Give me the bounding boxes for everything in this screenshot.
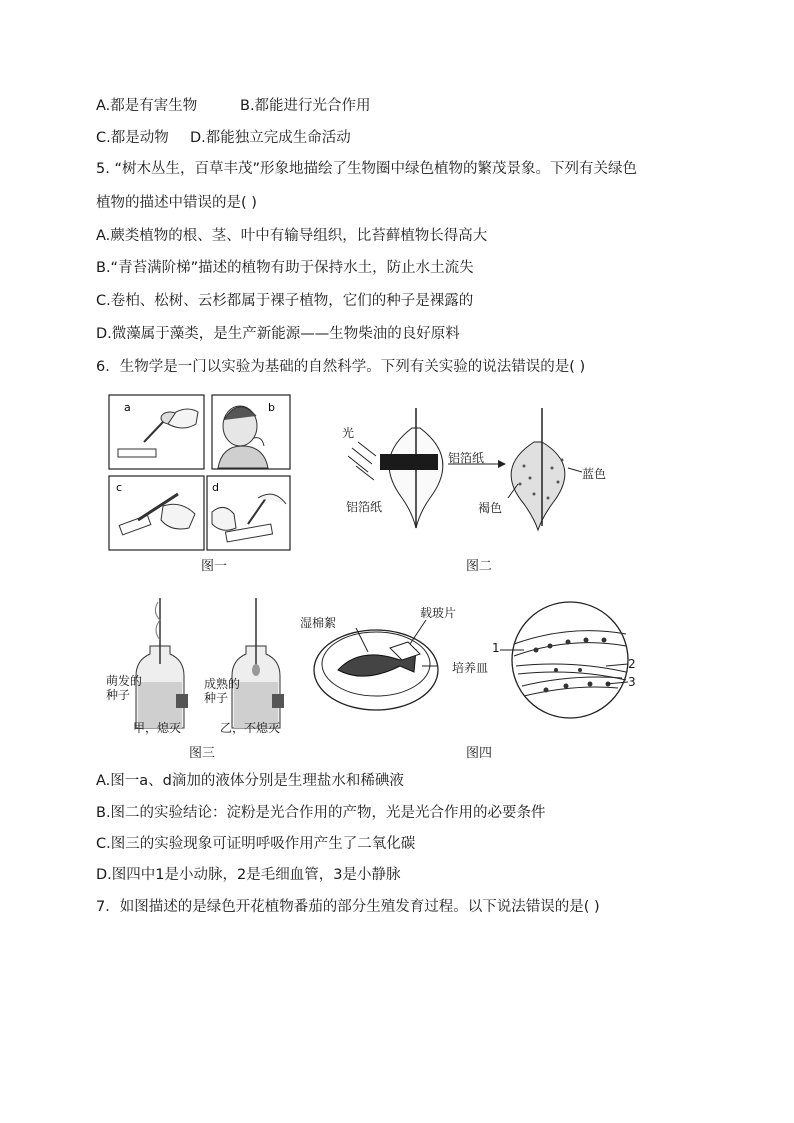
fig4-petri-dish xyxy=(314,630,438,710)
fig1-label-c: c xyxy=(116,481,123,494)
fig1-panel-b xyxy=(212,395,290,469)
fig2-light-label: 光 xyxy=(342,426,355,440)
q4-option-c: C.都是动物 xyxy=(96,130,169,146)
q6-option-b: B.图二的实验结论：淀粉是光合作用的产物，光是光合作用的必要条件 xyxy=(96,805,546,821)
figure-3 xyxy=(120,598,300,738)
fig1-label-b: b xyxy=(268,401,275,414)
fig4-number-3: 3 xyxy=(628,675,636,689)
fig1-label-d: d xyxy=(212,481,219,494)
q5-stem-line1: 5. “树木丛生，百草丰茂”形象地描绘了生物圈中绿色植物的繁茂景象。下列有关绿色 xyxy=(96,161,637,177)
q5-option-b: B.“青苔满阶梯”描述的植物有助于保持水土，防止水土流失 xyxy=(96,260,474,276)
fig3-caption: 图三 xyxy=(189,746,216,761)
fig2-caption: 图二 xyxy=(466,559,493,574)
q4-option-a: A.都是有害生物 xyxy=(96,98,198,114)
fig4-caption: 图四 xyxy=(466,746,493,761)
fig2-leaf-right xyxy=(511,442,565,530)
fig2-brown-label: 褐色 xyxy=(478,501,503,515)
fig1-panel-d xyxy=(207,476,290,550)
fig4-vessel-circle xyxy=(500,602,628,718)
figure-1 xyxy=(108,394,293,552)
fig1-panel-c xyxy=(109,476,204,550)
fig4-cotton-label: 湿棉絮 xyxy=(300,616,337,630)
fig3-bottle-2 xyxy=(232,598,284,728)
q4-option-d: D.都能独立完成生命活动 xyxy=(190,130,351,146)
q6-stem: 6．生物学是一门以实验为基础的自然科学。下列有关实验的说法错误的是( ) xyxy=(96,359,586,375)
fig1-caption: 图一 xyxy=(201,559,228,574)
q4-option-b: B.都能进行光合作用 xyxy=(240,98,371,114)
fig4-number-1: 1 xyxy=(492,641,500,655)
fig3-result1-label: 甲，熄灭 xyxy=(133,721,182,735)
q6-option-c: C.图三的实验现象可证明呼吸作用产生了二氧化碳 xyxy=(96,836,416,852)
fig1-panel-a xyxy=(109,395,204,469)
q6-option-d: D.图四中1是小动脉，2是毛细血管，3是小静脉 xyxy=(96,867,401,883)
q5-option-c: C.卷柏、松树、云杉都属于裸子植物，它们的种子是裸露的 xyxy=(96,293,474,309)
fig2-blue-label: 蓝色 xyxy=(582,467,607,481)
fig2-foil-strip xyxy=(380,454,438,470)
q5-option-d: D.微藻属于藻类，是生产新能源——生物柴油的良好原料 xyxy=(96,326,460,342)
fig3-seed1-label: 萌发的 种子 xyxy=(106,674,143,702)
q5-stem-line2: 植物的描述中错误的是( ) xyxy=(96,195,257,211)
fig2-foil-arrow-label: 铝箔纸 xyxy=(448,451,485,465)
fig4-number-2: 2 xyxy=(628,657,636,671)
fig1-label-a: a xyxy=(124,401,131,414)
fig3-result2-label: 乙，不熄灭 xyxy=(220,721,281,735)
q7-stem: 7．如图描述的是绿色开花植物番茄的部分生殖发育过程。以下说法错误的是( ) xyxy=(96,899,600,915)
fig3-seed2-label: 成熟的 种子 xyxy=(204,677,241,705)
fig2-foil-left-label: 铝箔纸 xyxy=(346,500,383,514)
fig2-light-arrows xyxy=(348,442,376,480)
q6-option-a: A.图一a、d滴加的液体分别是生理盐水和稀碘液 xyxy=(96,773,404,789)
fig3-bottle-1 xyxy=(136,598,188,728)
q5-option-a: A.蕨类植物的根、茎、叶中有输导组织，比苔藓植物长得高大 xyxy=(96,228,488,244)
fig4-slide-label: 载玻片 xyxy=(420,606,457,620)
figure-2 xyxy=(338,408,618,538)
fig4-dish-label: 培养皿 xyxy=(452,661,489,675)
